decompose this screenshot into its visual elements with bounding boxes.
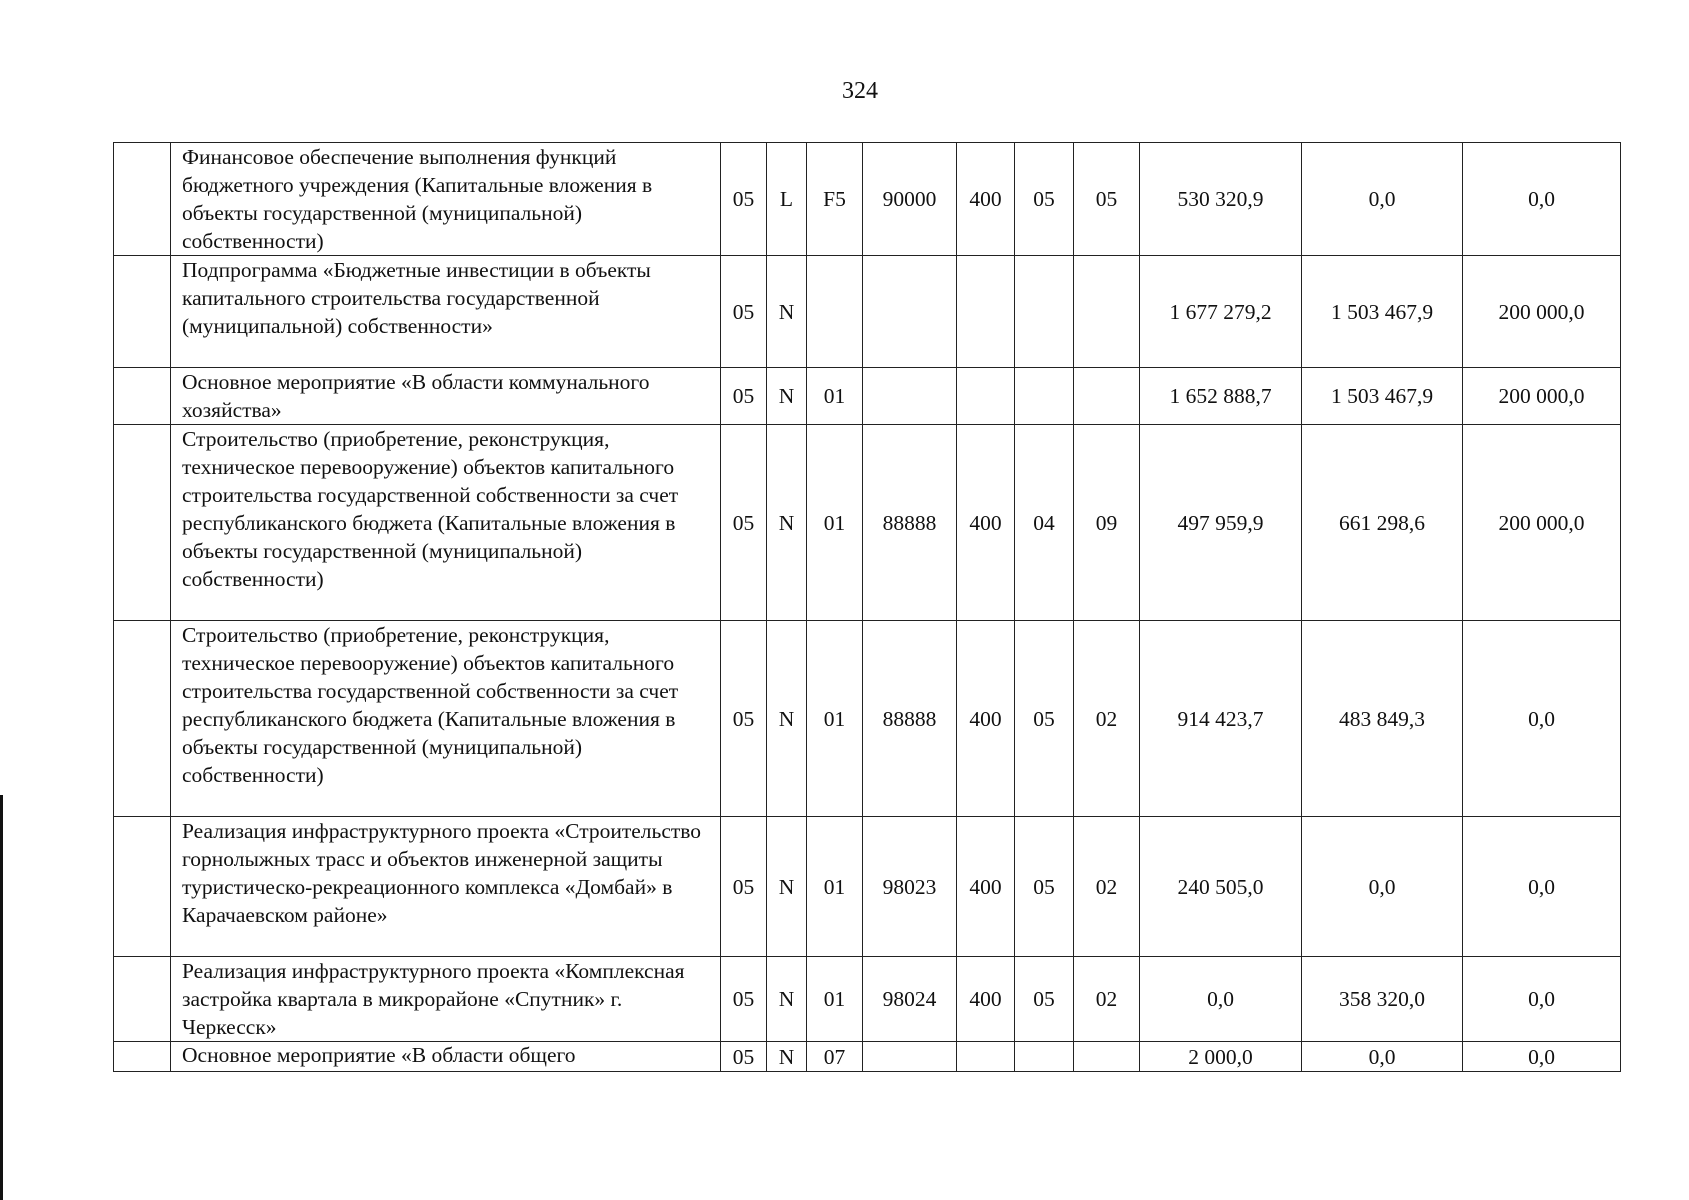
code-cell: 98023 (863, 817, 957, 957)
code-cell: 05 (721, 143, 767, 256)
code-cell: 01 (807, 957, 863, 1042)
code-cell: 400 (957, 957, 1015, 1042)
amount-cell: 0,0 (1302, 1042, 1463, 1072)
code-cell (957, 256, 1015, 368)
table-row (114, 957, 1621, 1042)
amount-cell: 1 652 888,7 (1140, 368, 1302, 425)
row-name: Подпрограмма «Бюджетные инвестиции в объекты капитального строительства государственной (муниципальной) собственности» (171, 256, 721, 368)
code-cell: 05 (721, 817, 767, 957)
code-cell: 04 (1015, 425, 1074, 621)
code-cell (1074, 1042, 1140, 1072)
code-cell: 05 (1074, 143, 1140, 256)
code-cell: L (767, 143, 807, 256)
row-name: Основное мероприятие «В области общего (171, 1042, 721, 1072)
code-cell: 01 (807, 621, 863, 817)
code-cell: 05 (721, 621, 767, 817)
amount-cell: 661 298,6 (1302, 425, 1463, 621)
row-number-cell (114, 621, 171, 817)
code-cell: N (767, 621, 807, 817)
code-cell: 01 (807, 425, 863, 621)
code-cell (807, 256, 863, 368)
code-cell: 400 (957, 143, 1015, 256)
amount-cell: 200 000,0 (1463, 256, 1621, 368)
code-cell (863, 368, 957, 425)
amount-cell: 1 503 467,9 (1302, 368, 1463, 425)
amount-cell: 200 000,0 (1463, 425, 1621, 621)
amount-cell: 358 320,0 (1302, 957, 1463, 1042)
code-cell: 02 (1074, 957, 1140, 1042)
code-cell: 05 (1015, 817, 1074, 957)
code-cell (1074, 256, 1140, 368)
code-cell: N (767, 817, 807, 957)
table-row (114, 621, 1621, 817)
amount-cell: 0,0 (1463, 817, 1621, 957)
code-cell (1015, 1042, 1074, 1072)
budget-table (113, 142, 1621, 1072)
amount-cell: 2 000,0 (1140, 1042, 1302, 1072)
code-cell (957, 1042, 1015, 1072)
row-name: Строительство (приобретение, реконструкция, техническое перевооружение) объектов капитального строительства государственной собственности за счет республиканского бюджета (Капитальные вложения в объекты государственной (муниципальной) собственности) (171, 621, 721, 817)
row-name: Строительство (приобретение, реконструкция, техническое перевооружение) объектов капитального строительства государственной собственности за счет республиканского бюджета (Капитальные вложения в объекты государственной (муниципальной) собственности) (171, 425, 721, 621)
code-cell: 05 (721, 1042, 767, 1072)
code-cell: 01 (807, 368, 863, 425)
code-cell: 05 (1015, 143, 1074, 256)
code-cell: 400 (957, 817, 1015, 957)
table-row (114, 425, 1621, 621)
scan-edge-line (0, 795, 3, 1200)
code-cell: 98024 (863, 957, 957, 1042)
code-cell: N (767, 256, 807, 368)
amount-cell: 1 503 467,9 (1302, 256, 1463, 368)
amount-cell: 0,0 (1302, 817, 1463, 957)
code-cell (1074, 368, 1140, 425)
code-cell: 05 (721, 368, 767, 425)
amount-cell: 0,0 (1463, 621, 1621, 817)
code-cell: N (767, 1042, 807, 1072)
code-cell: 09 (1074, 425, 1140, 621)
amount-cell: 914 423,7 (1140, 621, 1302, 817)
code-cell (863, 1042, 957, 1072)
code-cell: N (767, 957, 807, 1042)
row-number-cell (114, 256, 171, 368)
amount-cell: 483 849,3 (1302, 621, 1463, 817)
table-row (114, 1042, 1621, 1072)
row-name: Реализация инфраструктурного проекта «Строительство горнолыжных трасс и объектов инженерной защиты туристическо-рекреационного комплекса «Домбай» в Карачаевском районе» (171, 817, 721, 957)
code-cell: 05 (721, 256, 767, 368)
amount-cell: 530 320,9 (1140, 143, 1302, 256)
code-cell: F5 (807, 143, 863, 256)
row-number-cell (114, 143, 171, 256)
code-cell: 07 (807, 1042, 863, 1072)
table-row (114, 256, 1621, 368)
code-cell: N (767, 368, 807, 425)
code-cell: 02 (1074, 621, 1140, 817)
code-cell: 05 (1015, 957, 1074, 1042)
code-cell: 05 (721, 425, 767, 621)
row-name: Финансовое обеспечение выполнения функций бюджетного учреждения (Капитальные вложения в объекты государственной (муниципальной) собственности) (171, 143, 721, 256)
amount-cell: 1 677 279,2 (1140, 256, 1302, 368)
code-cell (863, 256, 957, 368)
amount-cell: 200 000,0 (1463, 368, 1621, 425)
code-cell: 88888 (863, 425, 957, 621)
row-number-cell (114, 1042, 171, 1072)
code-cell: 02 (1074, 817, 1140, 957)
table-row (114, 143, 1621, 256)
amount-cell: 0,0 (1140, 957, 1302, 1042)
code-cell (1015, 368, 1074, 425)
row-name: Основное мероприятие «В области коммунального хозяйства» (171, 368, 721, 425)
row-number-cell (114, 817, 171, 957)
row-number-cell (114, 425, 171, 621)
code-cell (1015, 256, 1074, 368)
row-number-cell (114, 957, 171, 1042)
page-number: 324 (842, 78, 878, 104)
code-cell: N (767, 425, 807, 621)
amount-cell: 0,0 (1463, 143, 1621, 256)
amount-cell: 0,0 (1463, 1042, 1621, 1072)
amount-cell: 0,0 (1463, 957, 1621, 1042)
table-row (114, 368, 1621, 425)
amount-cell: 240 505,0 (1140, 817, 1302, 957)
row-number-cell (114, 368, 171, 425)
code-cell: 90000 (863, 143, 957, 256)
code-cell: 400 (957, 425, 1015, 621)
amount-cell: 497 959,9 (1140, 425, 1302, 621)
code-cell (957, 368, 1015, 425)
table-row (114, 817, 1621, 957)
code-cell: 400 (957, 621, 1015, 817)
code-cell: 05 (1015, 621, 1074, 817)
row-name: Реализация инфраструктурного проекта «Комплексная застройка квартала в микрорайоне «Спутник» г. Черкесск» (171, 957, 721, 1042)
amount-cell: 0,0 (1302, 143, 1463, 256)
code-cell: 05 (721, 957, 767, 1042)
code-cell: 88888 (863, 621, 957, 817)
code-cell: 01 (807, 817, 863, 957)
